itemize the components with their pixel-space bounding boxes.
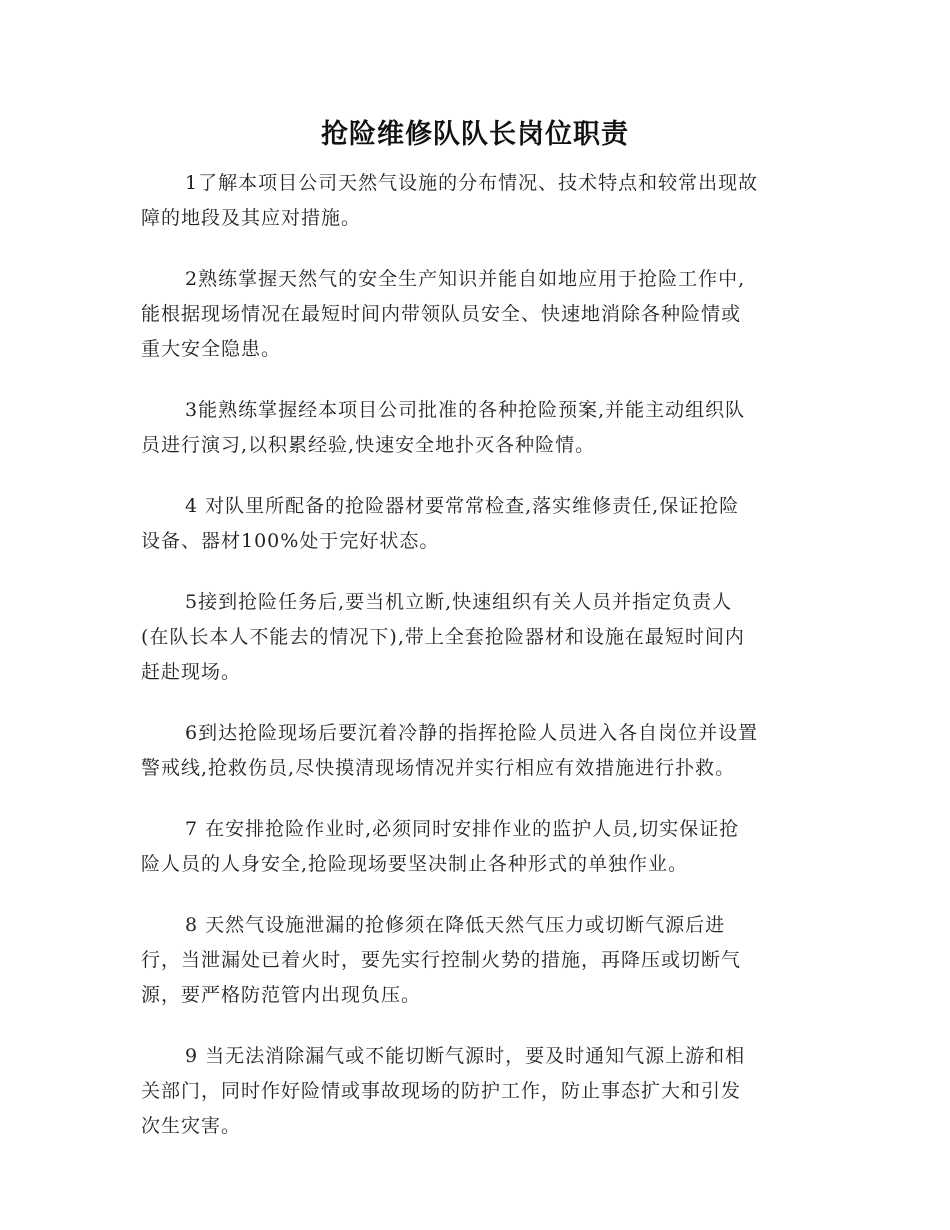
paragraph-5 bbox=[141, 585, 811, 690]
paragraph-line: 次生灾害。 bbox=[141, 1115, 242, 1137]
paragraph-2 bbox=[141, 262, 811, 367]
paragraph-line: 2熟练掌握天然气的安全生产知识并能自如地应用于抢险工作中, bbox=[185, 268, 746, 290]
paragraph-4 bbox=[141, 489, 811, 559]
paragraph-line: 赶赴现场。 bbox=[141, 661, 242, 683]
paragraph-line: 1了解本项目公司天然气设施的分布情况、技术特点和较常出现故 bbox=[185, 172, 759, 194]
paragraph-line: (在队长本人不能去的情况下),带上全套抢险器材和设施在最短时间内 bbox=[141, 626, 745, 648]
paragraph-line: 关部门，同时作好险情或事故现场的防护工作，防止事态扩大和引发 bbox=[141, 1080, 742, 1102]
paragraph-1 bbox=[141, 166, 811, 236]
paragraph-line: 8 天然气设施泄漏的抢修须在降低天然气压力或切断气源后进 bbox=[185, 914, 726, 936]
paragraph-line: 重大安全隐患。 bbox=[141, 338, 282, 360]
paragraph-line: 能根据现场情况在最短时间内带领队员安全、快速地消除各种险情或 bbox=[141, 303, 742, 325]
paragraph-line: 障的地段及其应对措施。 bbox=[141, 207, 362, 229]
document-body bbox=[141, 166, 811, 1170]
paragraph-line: 行，当泄漏处已着火时，要先实行控制火势的措施，再降压或切断气 bbox=[141, 949, 742, 971]
paragraph-line: 3能熟练掌握经本项目公司批准的各种抢险预案,并能主动组织队 bbox=[185, 399, 746, 421]
paragraph-line: 源，要严格防范管内出现负压。 bbox=[141, 984, 422, 1006]
paragraph-line: 设备、器材100%处于完好状态。 bbox=[141, 530, 440, 552]
paragraph-line: 7 在安排抢险作业时,必须同时安排作业的监护人员,切实保证抢 bbox=[185, 818, 740, 840]
paragraph-7 bbox=[141, 812, 811, 882]
paragraph-line: 6到达抢险现场后要沉着冷静的指挥抢险人员进入各自岗位并设置 bbox=[185, 722, 759, 744]
paragraph-9 bbox=[141, 1039, 811, 1144]
paragraph-line: 警戒线,抢救伤员,尽快摸清现场情况并实行相应有效措施进行扑救。 bbox=[141, 757, 736, 779]
paragraph-3 bbox=[141, 393, 811, 463]
paragraph-6 bbox=[141, 716, 811, 786]
paragraph-line: 4 对队里所配备的抢险器材要常常检查,落实维修责任,保证抢险 bbox=[185, 495, 740, 517]
paragraph-line: 员进行演习,以积累经验,快速安全地扑灭各种险情。 bbox=[141, 434, 596, 456]
paragraph-line: 9 当无法消除漏气或不能切断气源时，要及时通知气源上游和相 bbox=[185, 1045, 746, 1067]
document-title: 抢险维修队队长岗位职责 bbox=[321, 119, 629, 150]
paragraph-line: 险人员的人身安全,抢险现场要坚决制止各种形式的单独作业。 bbox=[141, 853, 689, 875]
paragraph-line: 5接到抢险任务后,要当机立断,快速组织有关人员并指定负责人 bbox=[185, 591, 733, 613]
paragraph-8 bbox=[141, 908, 811, 1013]
